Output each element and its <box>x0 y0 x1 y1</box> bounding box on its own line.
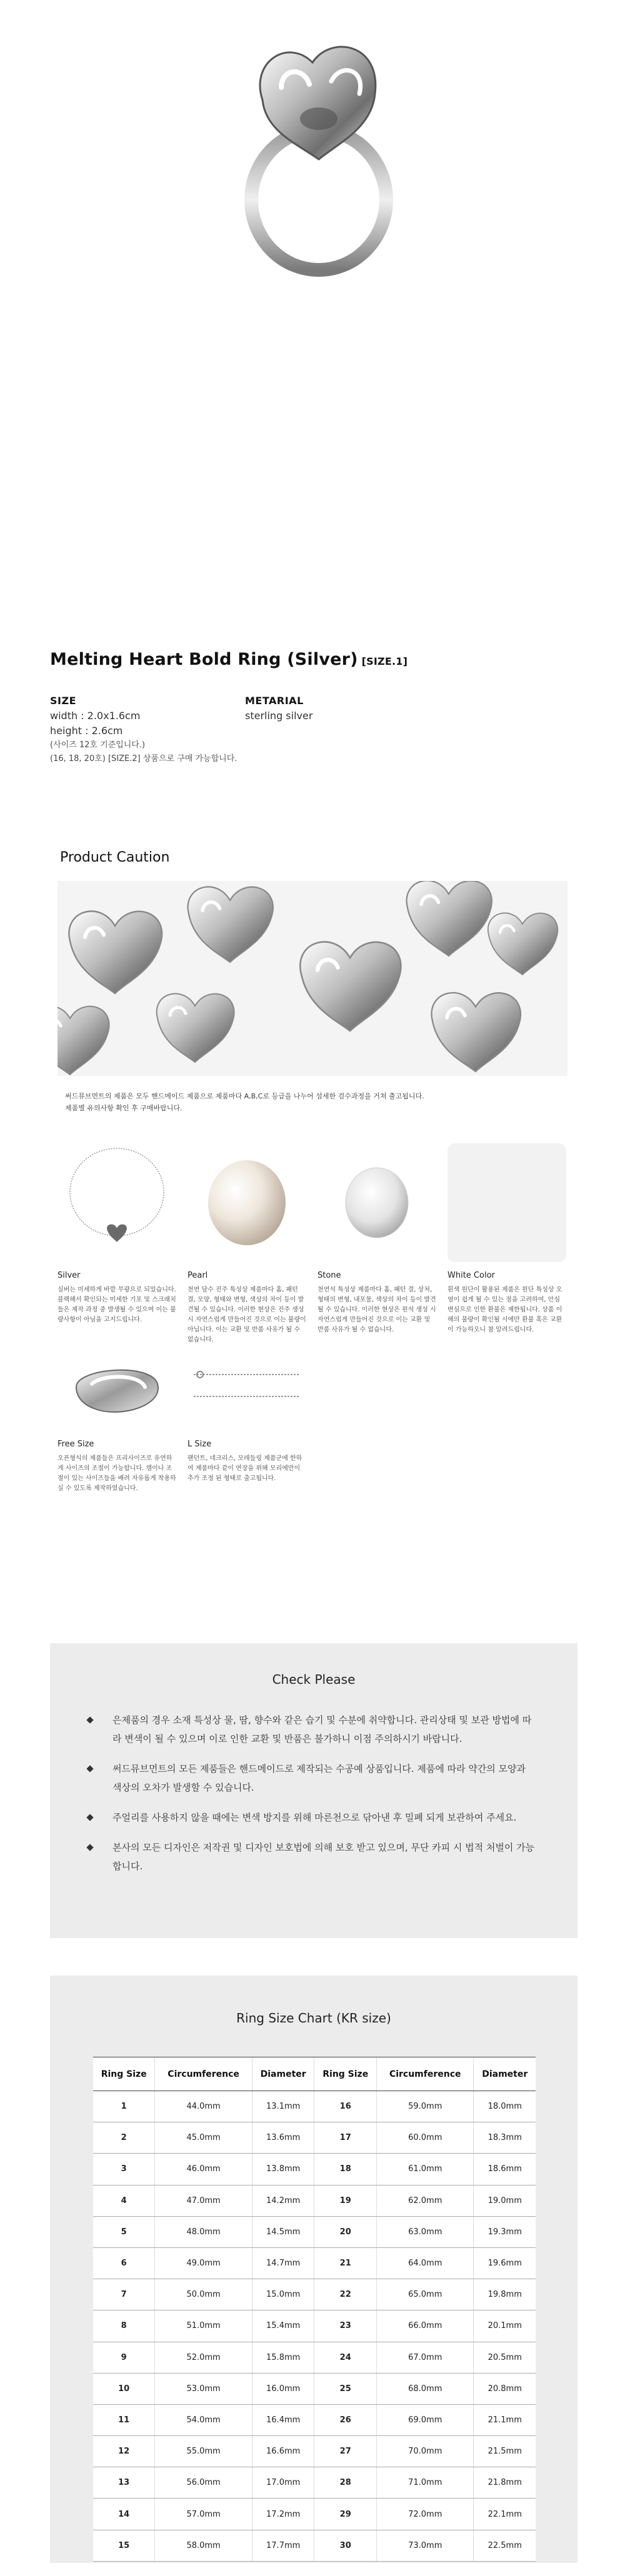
material-spec <box>245 694 312 724</box>
ring-size-chart-title: Ring Size Chart (KR size) <box>236 2011 391 2026</box>
table-cell: 63.0mm <box>376 2216 474 2247</box>
table-cell: 6 <box>93 2247 155 2279</box>
table-cell: 61.0mm <box>376 2154 474 2185</box>
diamond-bullet-icon <box>86 1716 93 1723</box>
table-cell: 18.0mm <box>474 2091 536 2122</box>
column-header: Ring Size <box>314 2057 377 2091</box>
table-cell: 20.8mm <box>474 2373 536 2404</box>
table-cell: 21 <box>314 2247 377 2279</box>
product-caution-title: Product Caution <box>60 850 170 865</box>
ring-size-chart-panel <box>50 1976 578 2563</box>
product-title <box>50 650 408 669</box>
check-item: 써드뮤브먼트의 모든 제품들은 핸드메이드로 제작되는 수공예 상품입니다. 제품에 따라 약간의 모양과 색상의 오차가 발생할 수 있습니다. <box>88 1759 538 1797</box>
silver-necklace-image <box>58 1143 176 1262</box>
table-cell: 49.0mm <box>155 2247 252 2279</box>
white-color-label: White Color <box>448 1271 495 1280</box>
table-cell: 19.0mm <box>474 2185 536 2216</box>
table-row <box>93 2404 536 2435</box>
table-cell: 24 <box>314 2342 377 2373</box>
table-cell: 19 <box>314 2185 377 2216</box>
table-cell: 4 <box>93 2185 155 2216</box>
table-cell: 22.5mm <box>474 2530 536 2561</box>
table-cell: 68.0mm <box>376 2373 474 2404</box>
table-cell: 58.0mm <box>155 2530 252 2561</box>
ring-illustration <box>238 25 400 287</box>
material-free-size <box>58 1350 176 1494</box>
table-cell: 23 <box>314 2310 377 2342</box>
table-row <box>93 2530 536 2561</box>
table-cell: 21.1mm <box>474 2404 536 2435</box>
table-cell: 56.0mm <box>155 2467 252 2499</box>
table-cell: 25 <box>314 2373 377 2404</box>
table-cell: 14.2mm <box>252 2185 314 2216</box>
table-cell: 71.0mm <box>376 2467 474 2499</box>
l-size-chain-image <box>188 1350 306 1431</box>
table-row <box>93 2122 536 2154</box>
check-item: 은제품의 경우 소재 특성상 물, 땀, 향수와 같은 습기 및 수분에 취약합니다. 관리상태 및 보관 방법에 따라 변색이 될 수 있으며 이로 인한 교환 및 반품은 불가하니 이점 주의하시기 바랍니다. <box>88 1711 538 1748</box>
table-cell: 45.0mm <box>155 2122 252 2154</box>
table-cell: 50.0mm <box>155 2279 252 2310</box>
table-row <box>93 2436 536 2467</box>
table-cell: 20.1mm <box>474 2310 536 2342</box>
table-cell: 13.1mm <box>252 2091 314 2122</box>
l-size-label: L Size <box>188 1440 212 1449</box>
table-cell: 3 <box>93 2154 155 2185</box>
table-header-row <box>93 2057 536 2091</box>
table-cell: 13 <box>93 2467 155 2499</box>
white-color-swatch <box>448 1143 566 1262</box>
check-item: 본사의 모든 디자인은 저작권 및 디자인 보호법에 의해 보호 받고 있으며, 무단 카피 시 법적 처벌이 가능합니다. <box>88 1838 538 1876</box>
table-row <box>93 2247 536 2279</box>
material-pearl <box>188 1143 306 1345</box>
diamond-bullet-icon <box>86 1814 93 1821</box>
table-row <box>93 2279 536 2310</box>
table-cell: 14.7mm <box>252 2247 314 2279</box>
material-silver <box>58 1143 176 1325</box>
check-item: 주얼리를 사용하지 않을 때에는 변색 방지를 위해 마른천으로 닦아낸 후 밀폐 되게 보관하여 주세요. <box>88 1808 538 1827</box>
table-cell: 11 <box>93 2404 155 2435</box>
table-cell: 14 <box>93 2499 155 2530</box>
table-cell: 70.0mm <box>376 2436 474 2467</box>
pearl-image <box>188 1143 306 1262</box>
table-cell: 54.0mm <box>155 2404 252 2435</box>
table-cell: 44.0mm <box>155 2091 252 2122</box>
size-note-2: (16, 18, 20호) [SIZE.2] 상품으로 구매 가능합니다. <box>50 754 238 763</box>
table-cell: 12 <box>93 2436 155 2467</box>
size-spec <box>50 694 237 766</box>
table-cell: 16.0mm <box>252 2373 314 2404</box>
table-cell: 1 <box>93 2091 155 2122</box>
table-cell: 20.5mm <box>474 2342 536 2373</box>
table-cell: 55.0mm <box>155 2436 252 2467</box>
caution-note <box>65 1090 565 1114</box>
size-tag: [SIZE.1] <box>361 655 408 667</box>
table-cell: 73.0mm <box>376 2530 474 2561</box>
table-row <box>93 2154 536 2185</box>
silver-label: Silver <box>58 1271 81 1280</box>
table-cell: 8 <box>93 2310 155 2342</box>
hero-product-image <box>0 0 625 325</box>
table-cell: 21.5mm <box>474 2436 536 2467</box>
pearl-description: 천연 담수 진주 특성상 제품마다 홈, 패턴 결, 모양, 형태와 변형, 색상의 차이 등이 발견될 수 있습니다. 이러한 현상은 진주 생성 시 자연스럽게 만들어진 것으로 이는 불량이 아닙니다. 이는 교환 및 반품 사유가 될 수 없습니다. <box>188 1286 306 1343</box>
table-cell: 7 <box>93 2279 155 2310</box>
table-cell: 17.2mm <box>252 2499 314 2530</box>
size-note-1: (사이즈 12호 기준입니다.) <box>50 740 146 750</box>
material-white-color <box>448 1143 566 1335</box>
table-cell: 47.0mm <box>155 2185 252 2216</box>
pearl-label: Pearl <box>188 1271 208 1280</box>
stone-label: Stone <box>318 1271 341 1280</box>
table-cell: 26 <box>314 2404 377 2435</box>
table-cell: 60.0mm <box>376 2122 474 2154</box>
table-cell: 30 <box>314 2530 377 2561</box>
table-cell: 18.6mm <box>474 2154 536 2185</box>
caution-note-line-1: 써드뮤브먼트의 제품은 모두 핸드메이드 제품으로 제품마다 A,B,C로 등급을 나누어 섬세한 검수과정을 거쳐 출고됩니다. <box>65 1092 424 1100</box>
table-cell: 16.6mm <box>252 2436 314 2467</box>
table-cell: 48.0mm <box>155 2216 252 2247</box>
column-header: Diameter <box>252 2057 314 2091</box>
height-value: height : 2.6cm <box>50 725 123 737</box>
free-size-label: Free Size <box>58 1440 94 1449</box>
table-cell: 19.8mm <box>474 2279 536 2310</box>
size-heading: SIZE <box>50 695 77 707</box>
ring-size-table <box>93 2057 536 2562</box>
table-row <box>93 2185 536 2216</box>
stone-description: 천연석 특성상 제품마다 홈, 패턴 결, 상처, 형태의 변형, 내포물, 색상의 차이 등이 발견될 수 있습니다. 이러한 현상은 원석 생성 시 자연스럽게 만들어진 것으로 이는 교환 및 반품 사유가 될 수 없습니다. <box>318 1286 436 1333</box>
table-cell: 15.0mm <box>252 2279 314 2310</box>
table-row <box>93 2499 536 2530</box>
table-cell: 17.7mm <box>252 2530 314 2561</box>
material-heading: METARIAL <box>245 695 304 707</box>
table-cell: 28 <box>314 2467 377 2499</box>
table-cell: 15.8mm <box>252 2342 314 2373</box>
table-row <box>93 2216 536 2247</box>
check-please-panel <box>50 1643 578 1938</box>
width-value: width : 2.0x1.6cm <box>50 710 141 722</box>
table-cell: 10 <box>93 2373 155 2404</box>
silver-description: 실버는 미세하게 바깥 무광으로 되었습니다. 블랙해서 확인되는 미세한 기포 및 스크래치들은 제작 과정 중 발생될 수 있으며 이는 불량사항이 아님을 고지드립니다. <box>58 1286 176 1323</box>
caution-note-line-2: 제품별 유의사항 확인 후 구매바랍니다. <box>65 1104 182 1112</box>
table-cell: 14.5mm <box>252 2216 314 2247</box>
table-cell: 72.0mm <box>376 2499 474 2530</box>
column-header: Circumference <box>376 2057 474 2091</box>
table-cell: 57.0mm <box>155 2499 252 2530</box>
table-cell: 53.0mm <box>155 2373 252 2404</box>
table-row <box>93 2373 536 2404</box>
check-please-title: Check Please <box>272 1672 356 1687</box>
table-cell: 19.3mm <box>474 2216 536 2247</box>
free-size-ring-image <box>58 1350 176 1431</box>
table-cell: 2 <box>93 2122 155 2154</box>
product-name: Melting Heart Bold Ring (Silver) <box>50 650 358 669</box>
check-please-list <box>88 1711 538 1876</box>
table-cell: 5 <box>93 2216 155 2247</box>
stone-image <box>318 1143 436 1262</box>
table-cell: 16.4mm <box>252 2404 314 2435</box>
material-stone <box>318 1143 436 1335</box>
table-cell: 21.8mm <box>474 2467 536 2499</box>
table-cell: 62.0mm <box>376 2185 474 2216</box>
table-cell: 51.0mm <box>155 2310 252 2342</box>
table-cell: 27 <box>314 2436 377 2467</box>
table-cell: 67.0mm <box>376 2342 474 2373</box>
caution-pattern-image <box>58 881 568 1076</box>
table-cell: 22.1mm <box>474 2499 536 2530</box>
free-size-description: 오픈형식의 제품들은 프리사이즈로 유연하게 사이즈의 조절이 가능합니다. 캠이나 조절이 있는 사이즈들을 배려 자유롭게 착용하실 수 있도록 제작하였습니다. <box>58 1455 176 1492</box>
table-row <box>93 2342 536 2373</box>
table-cell: 13.6mm <box>252 2122 314 2154</box>
table-cell: 19.6mm <box>474 2247 536 2279</box>
table-cell: 22 <box>314 2279 377 2310</box>
material-l-size <box>188 1350 306 1484</box>
table-cell: 20 <box>314 2216 377 2247</box>
diamond-bullet-icon <box>86 1844 93 1851</box>
table-cell: 29 <box>314 2499 377 2530</box>
table-cell: 9 <box>93 2342 155 2373</box>
table-cell: 59.0mm <box>376 2091 474 2122</box>
material-value: sterling silver <box>245 710 313 722</box>
table-cell: 46.0mm <box>155 2154 252 2185</box>
table-cell: 18.3mm <box>474 2122 536 2154</box>
table-row <box>93 2310 536 2342</box>
l-size-description: 팬던트, 네크리스, 모레들링 제품군에 한하여 제품마다 같이 연장을 위해 모리에만이 추가 조정 된 형태로 출고됩니다. <box>188 1455 302 1482</box>
table-row <box>93 2091 536 2122</box>
column-header: Ring Size <box>93 2057 155 2091</box>
table-cell: 69.0mm <box>376 2404 474 2435</box>
table-cell: 64.0mm <box>376 2247 474 2279</box>
table-cell: 15 <box>93 2530 155 2561</box>
table-cell: 16 <box>314 2091 377 2122</box>
table-cell: 65.0mm <box>376 2279 474 2310</box>
table-row <box>93 2467 536 2499</box>
table-cell: 17.0mm <box>252 2467 314 2499</box>
table-cell: 66.0mm <box>376 2310 474 2342</box>
table-cell: 13.8mm <box>252 2154 314 2185</box>
table-cell: 17 <box>314 2122 377 2154</box>
column-header: Diameter <box>474 2057 536 2091</box>
white-color-description: 흰색 원단이 활용된 제품은 원단 특성상 오염이 쉽게 될 수 있는 점을 고려하여, 안심 변심으로 인한 환불은 제한됩니다. 상품 이해의 불량이 확인될 시에만 환불 혹은 교환이 가능하오니 참 알려드립니다. <box>448 1286 562 1333</box>
diamond-bullet-icon <box>86 1765 93 1772</box>
table-cell: 18 <box>314 2154 377 2185</box>
table-cell: 15.4mm <box>252 2310 314 2342</box>
column-header: Circumference <box>155 2057 252 2091</box>
table-cell: 52.0mm <box>155 2342 252 2373</box>
